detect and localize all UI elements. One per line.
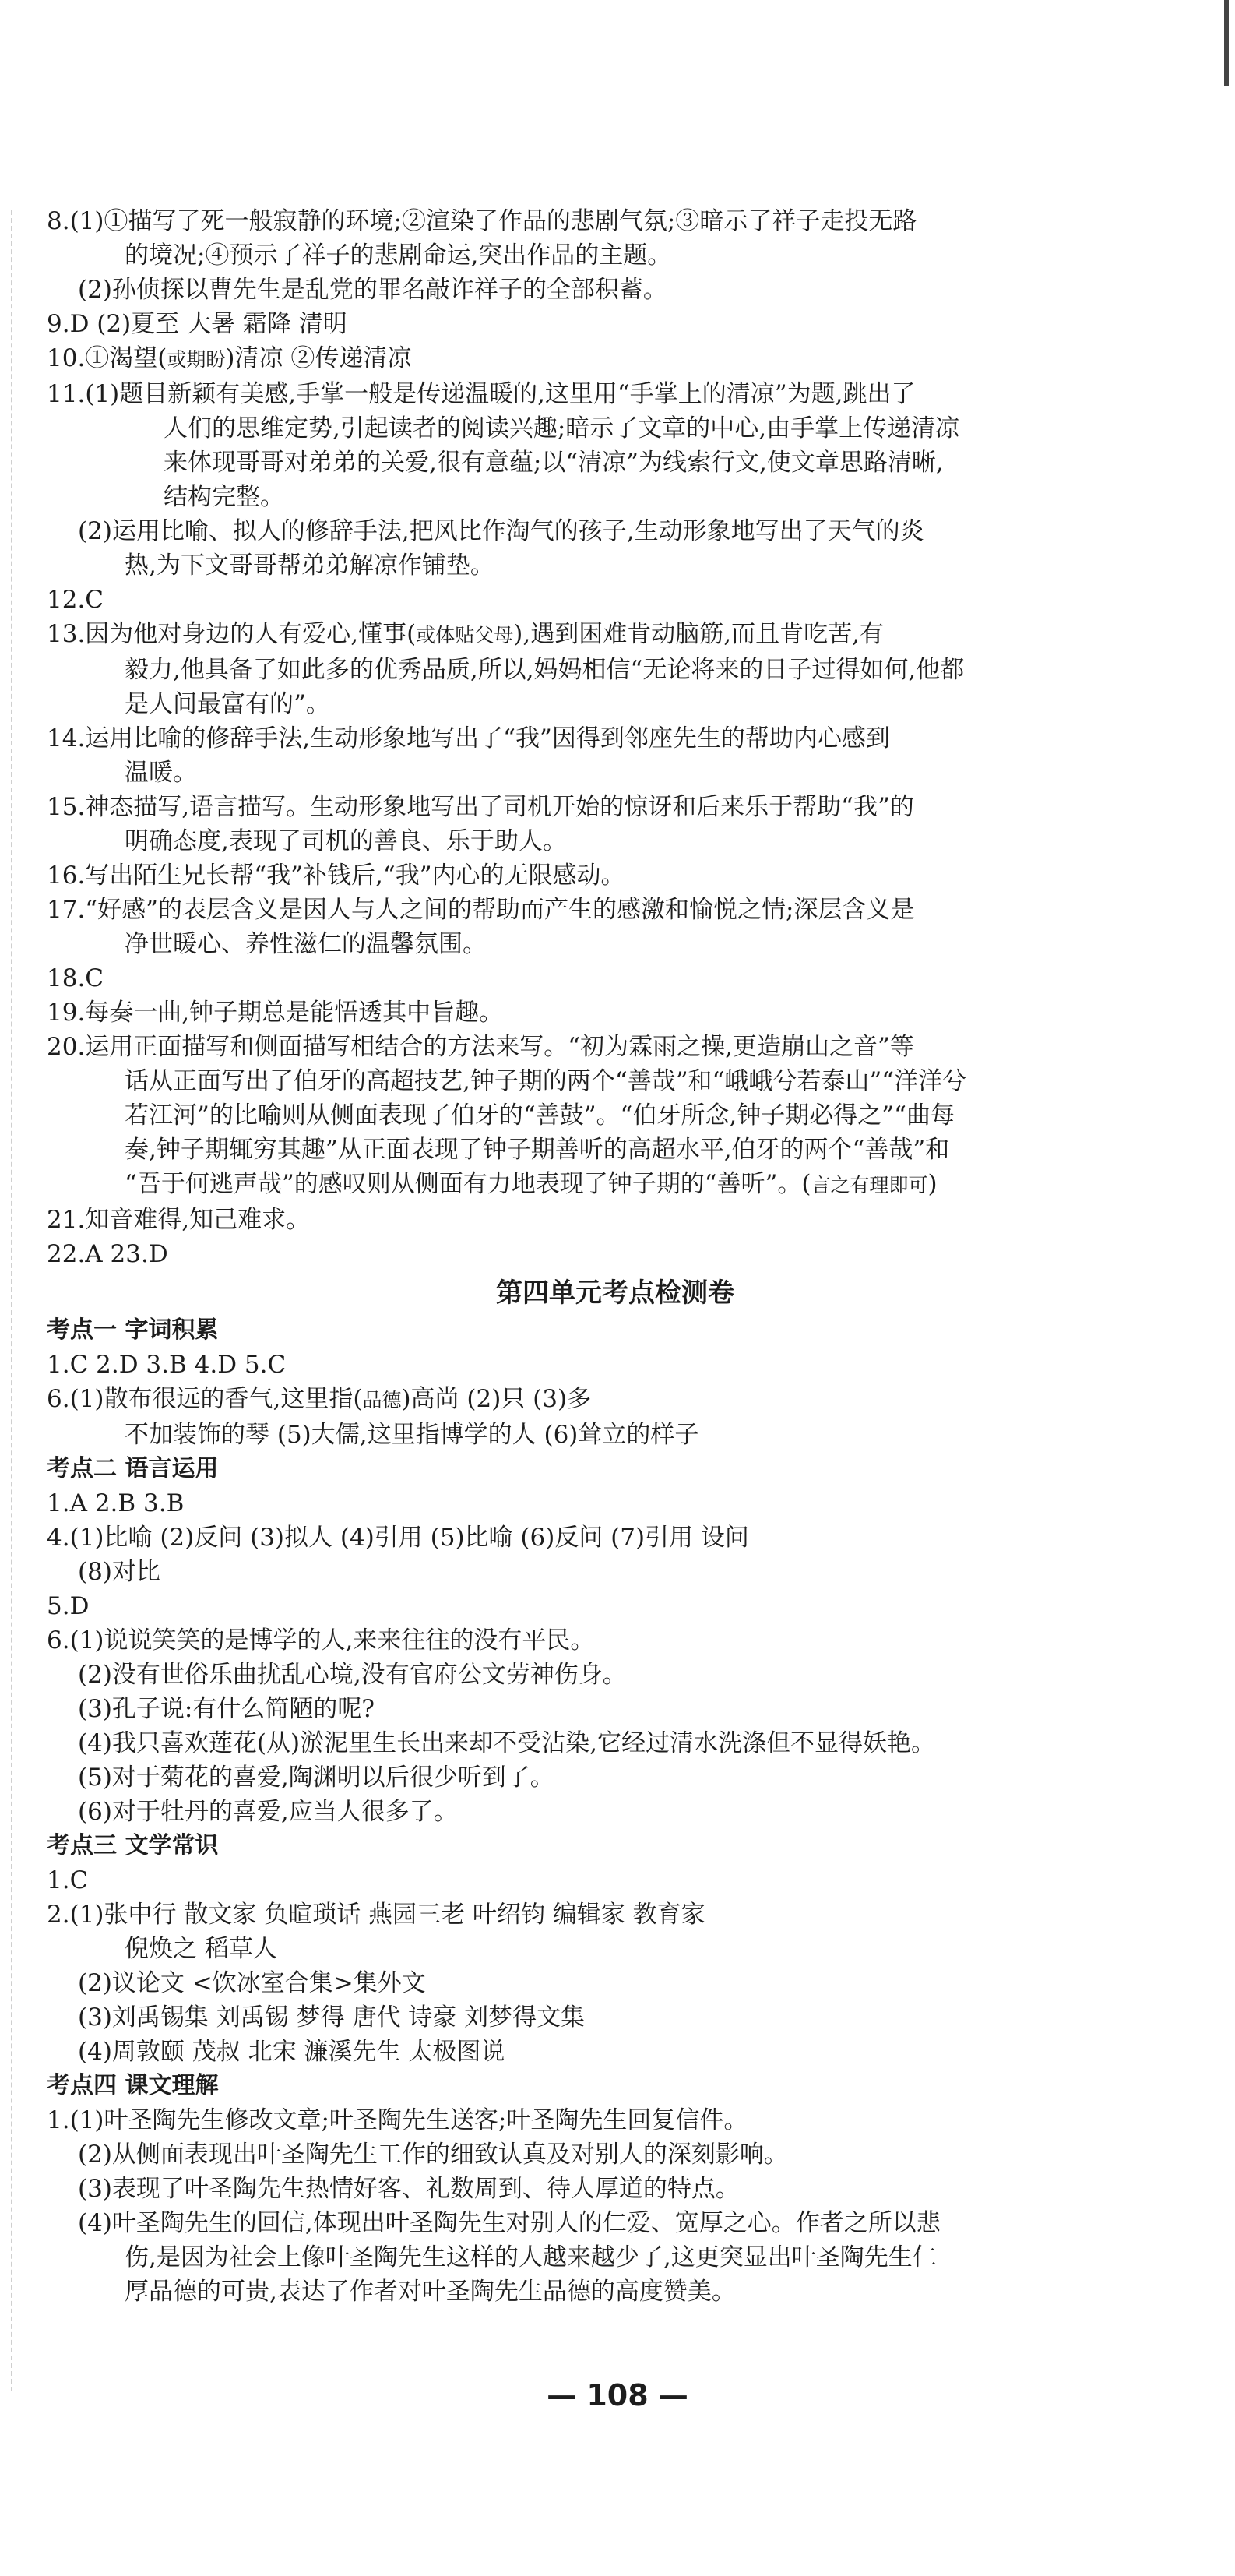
- answer-line: (3)孔子说:有什么简陋的呢?: [78, 1695, 375, 1723]
- answer-line: 是人间最富有的”。: [125, 690, 330, 718]
- answer-line: (2)没有世俗乐曲扰乱心境,没有官府公文劳神伤身。: [78, 1661, 627, 1689]
- answer-line: 9.D (2)夏至 大暑 霜降 清明: [47, 310, 347, 338]
- answer-line: [47, 341, 1184, 377]
- answer-line: 厚品德的可贵,表达了作者对叶圣陶先生品德的高度赞美。: [125, 2278, 736, 2306]
- answer-line: 人们的思维定势,引起读者的阅读兴趣;暗示了文章的中心,由手掌上传递清凉: [164, 414, 960, 442]
- kp-heading: 考点三 文学常识: [47, 1832, 219, 1859]
- answer-line: (2)议论文 <饮冰室合集>集外文: [78, 1969, 426, 1997]
- answer-line: 15.神态描写,语言描写。生动形象地写出了司机开始的惊讶和后来乐于帮助“我”的: [47, 793, 914, 821]
- answer-line: 18.C: [47, 964, 104, 992]
- answer-note: 品德: [362, 1389, 402, 1411]
- scan-edge-mark: [1224, 0, 1229, 86]
- answer-line: 奏,钟子期辄穷其趣”从正面表现了钟子期善听的高超水平,伯牙的两个“善哉”和: [125, 1136, 950, 1164]
- answer-line: (5)对于菊花的喜爱,陶渊明以后很少听到了。: [78, 1764, 554, 1792]
- answer-line: 1.C: [47, 1866, 89, 1894]
- answer-line: (6)对于牡丹的喜爱,应当人很多了。: [78, 1798, 458, 1826]
- answer-line: 若江河”的比喻则从侧面表现了伯牙的“善鼓”。“伯牙所念,钟子期必得之”“曲每: [125, 1101, 955, 1129]
- answer-line: 1.C 2.D 3.B 4.D 5.C: [47, 1351, 287, 1379]
- answer-line: 5.D: [47, 1592, 90, 1620]
- kp-heading: 考点四 课文理解: [47, 2072, 219, 2099]
- page-number: — 108 —: [547, 2378, 688, 2412]
- answer-line: 1.(1)叶圣陶先生修改文章;叶圣陶先生送客;叶圣陶先生回复信件。: [47, 2106, 748, 2134]
- margin-dashed-line: [11, 210, 12, 2391]
- answer-line: 22.A 23.D: [47, 1240, 168, 1268]
- answer-line: 16.写出陌生兄长帮“我”补钱后,“我”内心的无限感动。: [47, 862, 625, 890]
- answer-line: 不加装饰的琴 (5)大儒,这里指博学的人 (6)耸立的样子: [125, 1421, 699, 1449]
- answer-line: 净世暖心、养性滋仁的温馨氛围。: [125, 930, 487, 958]
- answer-line: (3)刘禹锡集 刘禹锡 梦得 唐代 诗豪 刘梦得文集: [78, 2003, 586, 2032]
- answer-line: 温暖。: [125, 759, 197, 787]
- answer-line: 20.运用正面描写和侧面描写相结合的方法来写。“初为霖雨之操,更造崩山之音”等: [47, 1033, 914, 1061]
- answer-text: 10.①渴望(: [47, 344, 167, 372]
- answer-line: [47, 1382, 1184, 1418]
- answer-line: 11.(1)题目新颖有美感,手掌一般是传递温暖的,这里用“手掌上的清凉”为题,跳出了: [47, 380, 916, 408]
- answer-line: (8)对比: [78, 1558, 160, 1586]
- answer-line: 14.运用比喻的修辞手法,生动形象地写出了“我”因得到邻座先生的帮助内心感到: [47, 724, 890, 752]
- answer-line: (4)周敦颐 茂叔 北宋 濂溪先生 太极图说: [78, 2038, 505, 2066]
- answer-note: 或期盼: [167, 348, 226, 371]
- answer-content: [47, 204, 1184, 2309]
- answer-line: 热,为下文哥哥帮弟弟解凉作铺垫。: [125, 551, 494, 580]
- answer-text: 13.因为他对身边的人有爱心,懂事(: [47, 620, 417, 648]
- answer-line: 来体现哥哥对弟弟的关爱,很有意蕴;以“清凉”为线索行文,使文章思路清晰,: [164, 449, 944, 477]
- answer-line: (2)从侧面表现出叶圣陶先生工作的细致认真及对别人的深刻影响。: [78, 2141, 788, 2169]
- answer-text: )高尚 (2)只 (3)多: [401, 1385, 592, 1413]
- answer-note: 言之有理即可: [811, 1174, 928, 1196]
- answer-line: 毅力,他具备了如此多的优秀品质,所以,妈妈相信“无论将来的日子过得如何,他都: [125, 656, 965, 684]
- answer-line: 4.(1)比喻 (2)反问 (3)拟人 (4)引用 (5)比喻 (6)反问 (7)引用 设问: [47, 1524, 749, 1552]
- answer-note: 或体贴父母: [416, 624, 514, 647]
- answer-line: 21.知音难得,知己难求。: [47, 1206, 311, 1234]
- answer-line: 倪焕之 稻草人: [125, 1935, 277, 1963]
- answer-text: )清凉 ②传递清凉: [225, 344, 412, 372]
- answer-line: 的境况;④预示了祥子的悲剧命运,突出作品的主题。: [125, 241, 672, 270]
- answer-line: [47, 1167, 1184, 1203]
- answer-line: 伤,是因为社会上像叶圣陶先生这样的人越来越少了,这更突显出叶圣陶先生仁: [125, 2243, 937, 2271]
- answer-line: (4)我只喜欢莲花(从)淤泥里生长出来却不受沾染,它经过清水洗涤但不显得妖艳。: [78, 1729, 935, 1757]
- answer-line: 12.C: [47, 586, 104, 614]
- answer-text: ),遇到困难肯动脑筋,而且肯吃苦,有: [513, 620, 884, 648]
- section-title: 第四单元考点检测卷: [496, 1277, 734, 1309]
- answer-text: 6.(1)散布很远的香气,这里指(: [47, 1385, 363, 1413]
- kp-heading: 考点二 语言运用: [47, 1455, 219, 1482]
- answer-line: 话从正面写出了伯牙的高超技艺,钟子期的两个“善哉”和“峨峨兮若泰山”“洋洋兮: [125, 1067, 967, 1095]
- answer-line: 19.每奏一曲,钟子期总是能悟透其中旨趣。: [47, 999, 504, 1027]
- answer-text: ): [927, 1170, 938, 1198]
- answer-line: 2.(1)张中行 散文家 负暄琐话 燕园三老 叶绍钧 编辑家 教育家: [47, 1901, 705, 1929]
- answer-line: (3)表现了叶圣陶先生热情好客、礼数周到、待人厚道的特点。: [78, 2175, 740, 2203]
- answer-line: 结构完整。: [164, 483, 284, 511]
- answer-line: [47, 617, 1184, 653]
- answer-line: 6.(1)说说笑笑的是博学的人,来来往往的没有平民。: [47, 1626, 595, 1654]
- answer-line: (2)孙侦探以曹先生是乱党的罪名敲诈祥子的全部积蓄。: [78, 276, 667, 304]
- kp-heading: 考点一 字词积累: [47, 1316, 219, 1344]
- answer-line: (2)运用比喻、拟人的修辞手法,把风比作淘气的孩子,生动形象地写出了天气的炎: [78, 517, 924, 545]
- answer-text: “吾于何逃声哉”的感叹则从侧面有力地表现了钟子期的“善听”。(: [125, 1170, 811, 1198]
- answer-line: 明确态度,表现了司机的善良、乐于助人。: [125, 827, 567, 855]
- answer-line: 1.A 2.B 3.B: [47, 1489, 185, 1517]
- answer-line: (4)叶圣陶先生的回信,体现出叶圣陶先生对别人的仁爱、宽厚之心。作者之所以悲: [78, 2209, 941, 2237]
- answer-line: 8.(1)①描写了死一般寂静的环境;②渲染了作品的悲剧气氛;③暗示了祥子走投无路: [47, 207, 917, 235]
- answer-line: 17.“好感”的表层含义是因人与人之间的帮助而产生的感激和愉悦之情;深层含义是: [47, 896, 915, 924]
